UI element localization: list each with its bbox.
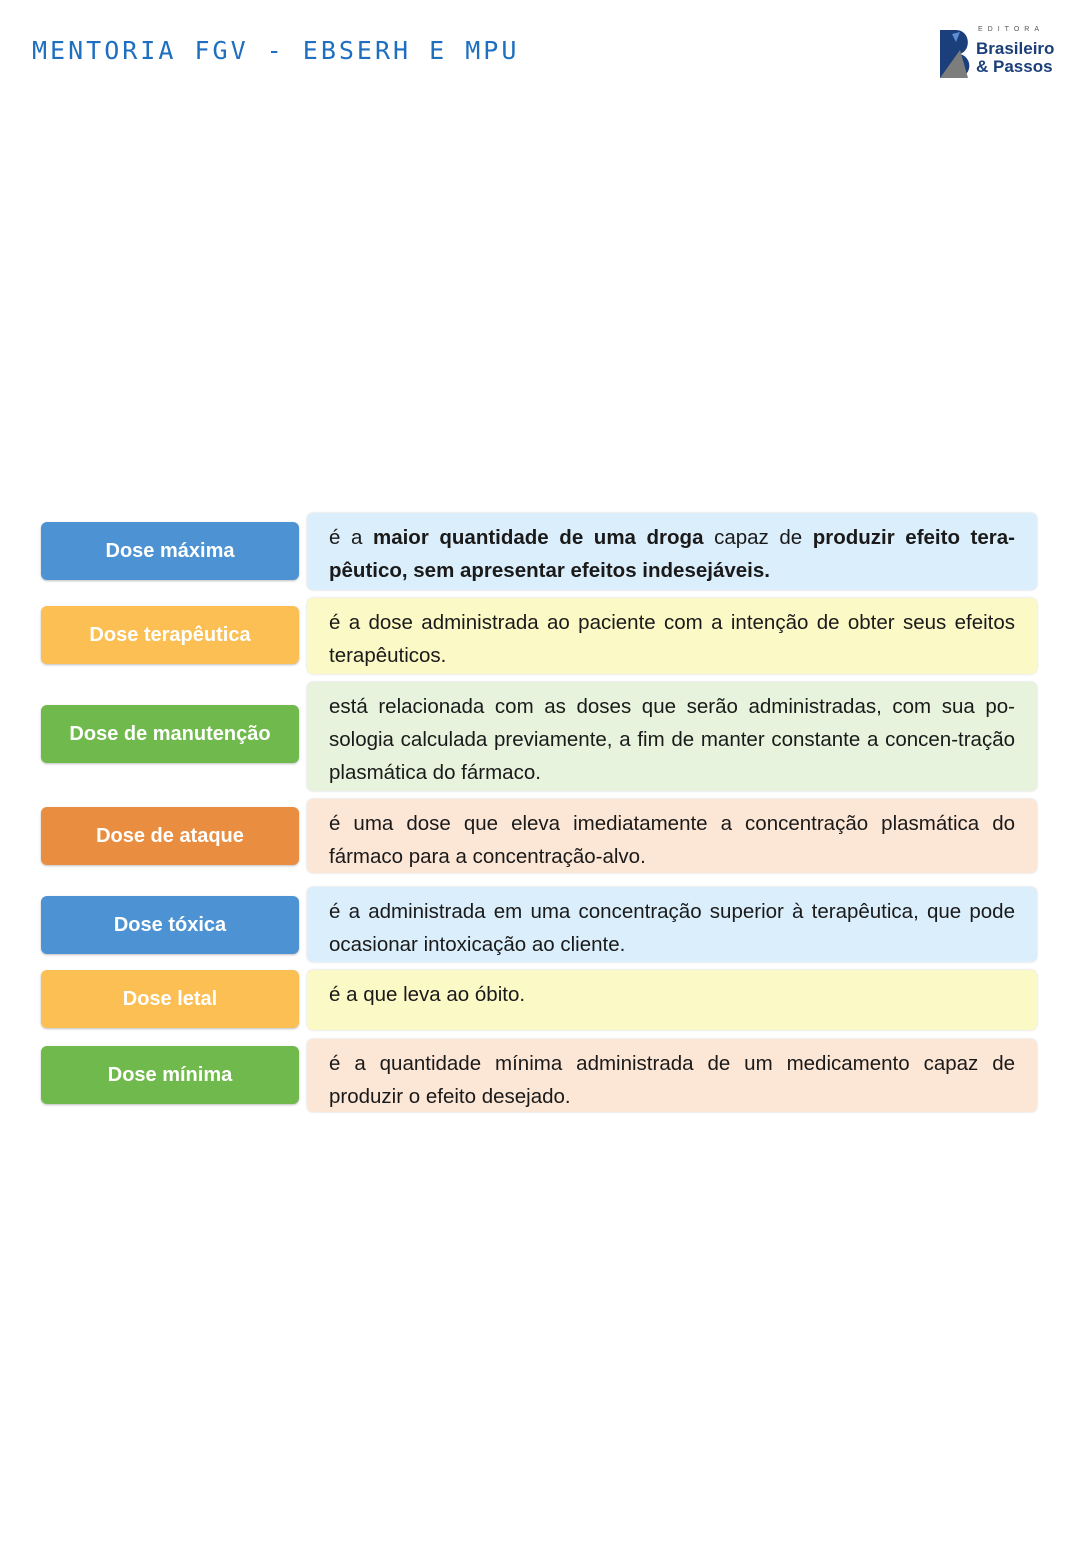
dose-description	[307, 513, 1037, 590]
desc-part: capaz de	[703, 526, 813, 549]
desc-part: é uma dose que eleva imediatamente a concentração plasmática do fármaco para a concentração-alvo.	[329, 812, 1015, 868]
dose-description	[307, 1039, 1037, 1112]
dose-description	[307, 799, 1037, 873]
logo-line-2: & Passos	[976, 57, 1053, 76]
dose-description	[307, 887, 1037, 962]
dose-label: Dose letal	[41, 970, 299, 1028]
dose-label: Dose de ataque	[41, 807, 299, 865]
dose-label: Dose mínima	[41, 1046, 299, 1104]
dose-label: Dose de manutenção	[41, 705, 299, 763]
dose-label: Dose tóxica	[41, 896, 299, 954]
desc-part: é a	[329, 526, 373, 549]
logo-line-1: Brasileiro	[976, 39, 1055, 58]
desc-part: é a que leva ao óbito.	[329, 983, 526, 1006]
dose-label: Dose terapêutica	[41, 606, 299, 664]
page-header-title: MENTORIA FGV - EBSERH E MPU	[32, 36, 520, 65]
desc-part: está relacionada com as doses que serão administradas, com sua po-sologia calculada previamente, a fim de manter constante a concen-tração plasmática do fármaco.	[329, 695, 1015, 784]
desc-part-bold: maior quantidade de uma droga	[372, 526, 704, 549]
publisher-logo	[938, 26, 1058, 82]
desc-part-bold: produzir efeito tera-pêutico, sem apresentar efeitos indesejáveis.	[329, 526, 1015, 582]
logo-b-icon	[938, 28, 974, 80]
dose-label: Dose máxima	[41, 522, 299, 580]
desc-part: é a administrada em uma concentração superior à terapêutica, que pode ocasionar intoxicação ao cliente.	[329, 900, 1015, 956]
logo-top-word: EDITORA	[978, 26, 1044, 33]
dose-description	[307, 598, 1037, 674]
dose-description	[307, 682, 1037, 791]
desc-part: é a dose administrada ao paciente com a intenção de obter seus efeitos terapêuticos.	[329, 611, 1015, 667]
desc-part: é a quantidade mínima administrada de um medicamento capaz de produzir o efeito desejado.	[329, 1052, 1015, 1108]
dose-description	[307, 970, 1037, 1030]
